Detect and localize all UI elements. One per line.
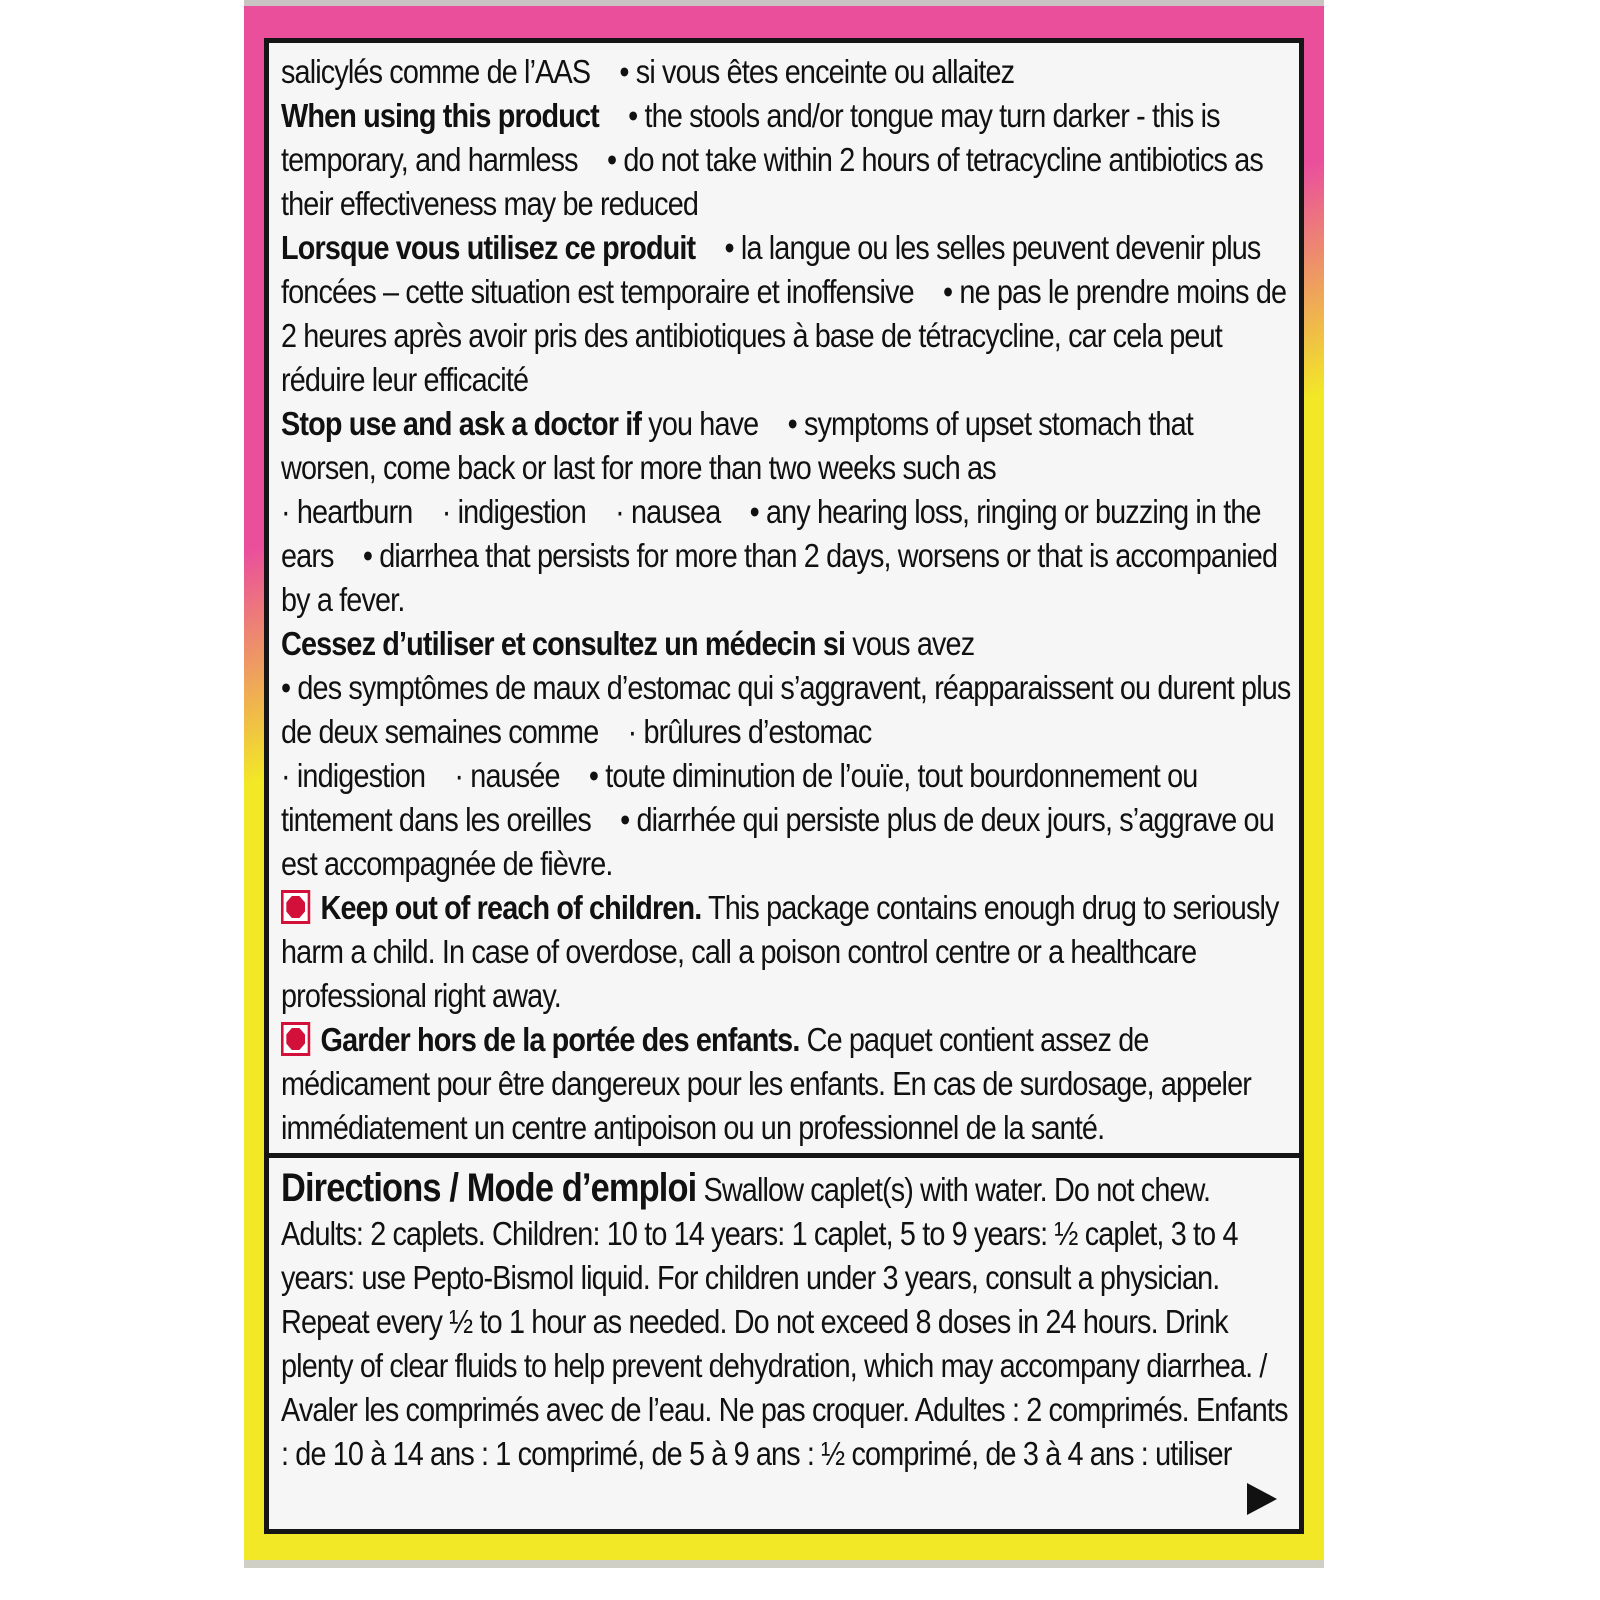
warning-aas-line [281,51,1292,95]
directions-block [281,1166,1292,1477]
box-bottom-edge [244,1560,1324,1568]
stop-use-sub-3: · nausea [615,494,721,531]
cessez-item-1: • des symptômes de maux d’estomac qui s’aggravent, réapparaissent ou durent plus de deux semaines comme [281,670,1291,751]
directions-text [281,1166,1292,1477]
cessez-intro: vous avez [845,626,975,663]
warnings-section [269,43,1299,1153]
lorsque-block [281,227,1292,403]
warnings-text [281,51,1292,1151]
when-using-item-2: • do not take within 2 hours of tetracycline antibiotics as their effectiveness may be reduced [281,142,1263,223]
stop-use-item-1: • symptoms of upset stomach that worsen, come back or last for more than two weeks such as [281,406,1193,487]
continue-arrow-icon [1247,1483,1277,1515]
when-using-heading: When using this product [281,98,599,135]
stop-sign-icon [281,890,310,924]
keep-out-heading: Keep out of reach of children. [320,890,702,927]
when-using-item-1: • the stools and/or tongue may turn darker - this is temporary, and harmless [281,98,1220,179]
garder-heading: Garder hors de la portée des enfants. [320,1022,800,1059]
pregnant-text: • si vous êtes enceinte ou allaitez [619,54,1015,91]
keep-out-block [281,887,1292,1019]
directions-body: Swallow caplet(s) with water. Do not chew. Adults: 2 caplets. Children: 10 to 14 years: 1 caplet, 5 to 9 years: ½ caplet, 3 to 4 years: use Pepto-Bismol liquid. For children under 3 years, consult a physician. Repeat every ½ to 1 hour as needed. Do not exceed 8 doses in 24 hours. Drink plenty of clear fluids to help prevent dehydration, which may accompany diarrhea. / Avaler les comprimés avec de l’eau. Ne pas croquer. Adultes : 2 comprimés. Enfants : de 10 à 14 ans : 1 comprimé, de 5 à 9 ans : ½ comprimé, de 3 à 4 ans : utiliser [281,1172,1288,1473]
cessez-item-3: • diarrhée qui persiste plus de deux jours, s’aggrave ou est accompagnée de fièvre. [281,802,1274,883]
cessez-sub-1: · brûlures d’estomac [627,714,872,751]
cessez-sub-2: · indigestion [281,758,426,795]
stop-use-heading: Stop use and ask a doctor if [281,406,642,443]
directions-section [269,1153,1299,1529]
stop-use-sub-1: · heartburn [281,494,413,531]
directions-heading: Directions / Mode d’emploi [281,1166,697,1210]
stop-use-intro: you have [641,406,759,443]
lorsque-item-1: • la langue ou les selles peuvent devenir plus foncées – cette situation est temporaire et inoffensive [281,230,1261,311]
stop-use-item-3: • diarrhea that persists for more than 2 days, worsens or that is accompanied by a fever. [281,538,1278,619]
cessez-sub-3: · nausée [454,758,560,795]
drug-facts-panel [264,38,1304,1534]
garder-block [281,1019,1292,1151]
aas-text: salicylés comme de l’AAS [281,54,591,91]
lorsque-heading: Lorsque vous utilisez ce produit [281,230,696,267]
stop-use-block [281,403,1292,623]
when-using-block [281,95,1292,227]
keep-out-text: This package contains enough drug to seriously harm a child. In case of overdose, call a poison control centre or a healthcare professional right away. [281,890,1279,1015]
stop-sign-icon [281,1022,310,1056]
lorsque-item-2: • ne pas le prendre moins de 2 heures après avoir pris des antibiotiques à base de tétracycline, car cela peut réduire leur efficacité [281,274,1287,399]
stop-use-item-2: • any hearing loss, ringing or buzzing in the ears [281,494,1261,575]
garder-text: Ce paquet contient assez de médicament pour être dangereux pour les enfants. En cas de surdosage, appeler immédiatement un centre antipoison ou un professionnel de la santé. [281,1022,1251,1147]
stop-use-sub-2: · indigestion [441,494,586,531]
cessez-block [281,623,1292,887]
cessez-heading: Cessez d’utiliser et consultez un médecin si [281,626,846,663]
cessez-item-2: • toute diminution de l’ouïe, tout bourdonnement ou tintement dans les oreilles [281,758,1198,839]
